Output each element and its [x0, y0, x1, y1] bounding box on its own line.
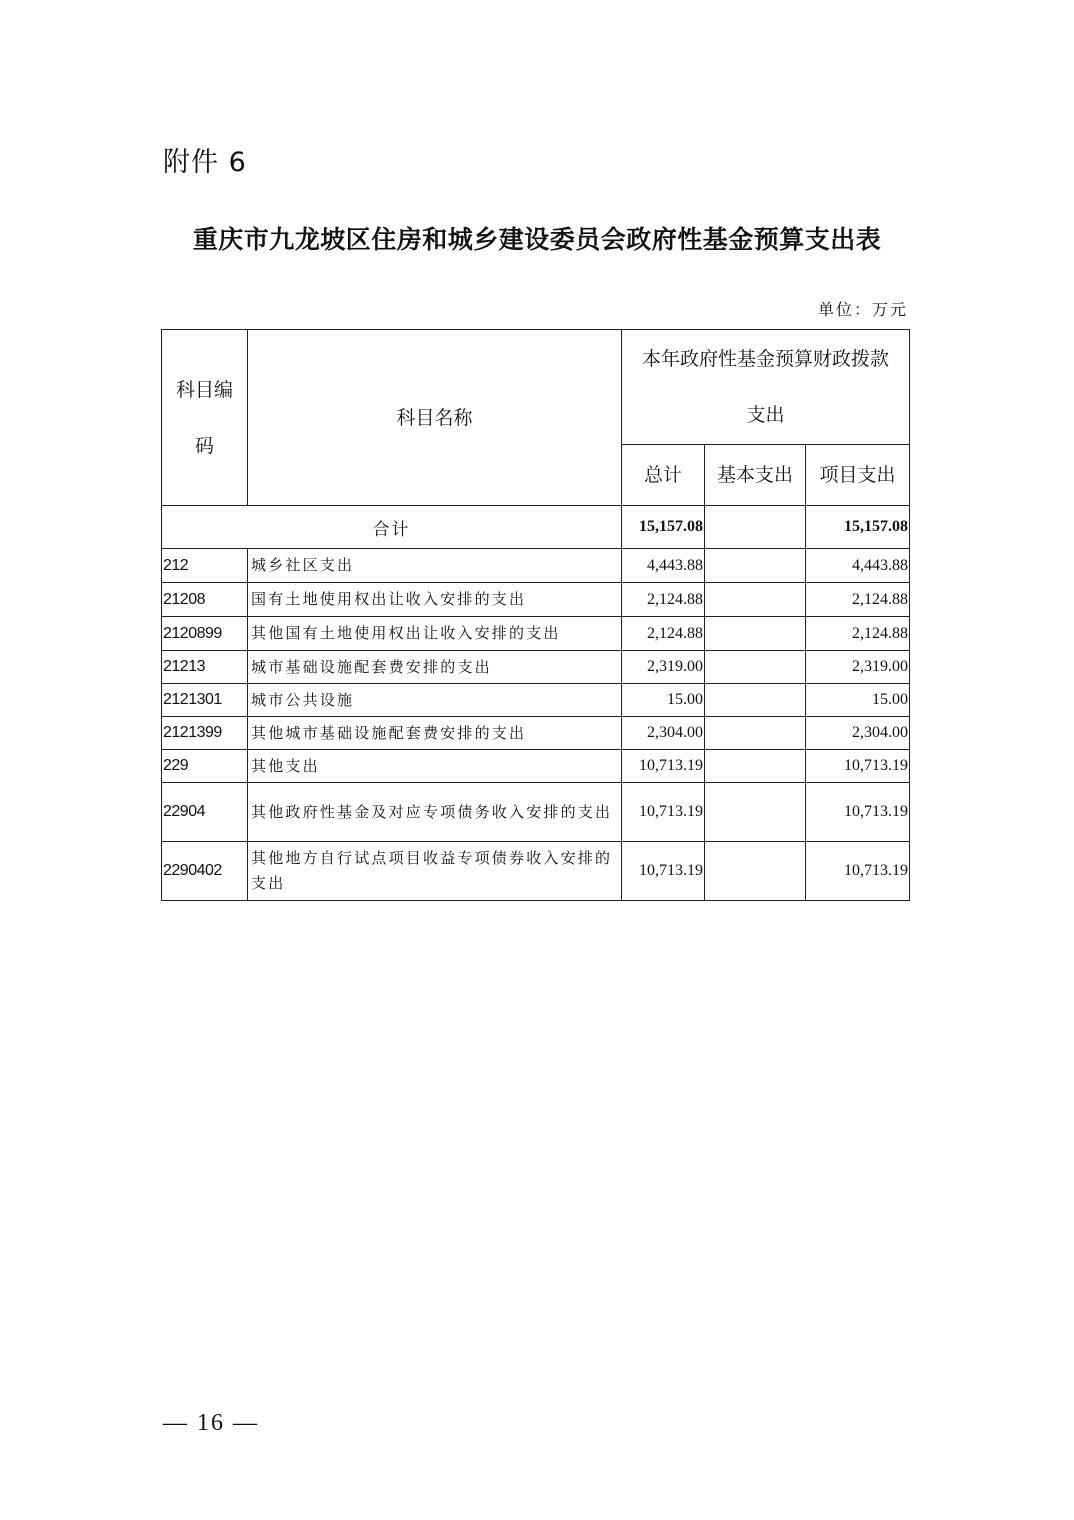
row-basic	[705, 842, 806, 901]
row-total: 2,124.88	[622, 617, 705, 651]
header-name: 科目名称	[248, 330, 622, 506]
header-code-line2: 码	[194, 434, 214, 457]
row-basic	[705, 783, 806, 842]
row-code: 22904	[162, 783, 248, 842]
row-project: 10,713.19	[806, 750, 910, 783]
header-group-line2: 支出	[746, 404, 785, 426]
row-name: 城市公共设施	[248, 684, 622, 717]
row-project: 10,713.19	[806, 783, 910, 842]
table-row	[162, 783, 910, 842]
budget-table	[161, 329, 910, 901]
row-project: 4,443.88	[806, 549, 910, 583]
total-cell-basic	[705, 506, 806, 549]
total-cell-project: 15,157.08	[806, 506, 910, 549]
document-title: 重庆市九龙坡区住房和城乡建设委员会政府性基金预算支出表	[192, 225, 882, 254]
row-name: 其他城市基础设施配套费安排的支出	[248, 717, 622, 750]
row-basic	[705, 684, 806, 717]
header-project: 项目支出	[806, 445, 910, 506]
row-name: 其他支出	[248, 750, 622, 783]
total-label: 合计	[162, 506, 622, 549]
header-total: 总计	[622, 445, 705, 506]
total-cell-total: 15,157.08	[622, 506, 705, 549]
row-total: 2,304.00	[622, 717, 705, 750]
row-total: 2,124.88	[622, 583, 705, 617]
row-project: 10,713.19	[806, 842, 910, 901]
header-code	[162, 330, 248, 506]
row-code: 212	[162, 549, 248, 583]
header-group	[622, 330, 910, 445]
row-basic	[705, 549, 806, 583]
table-row	[162, 842, 910, 901]
row-total: 4,443.88	[622, 549, 705, 583]
attachment-label: 附件 6	[163, 147, 247, 178]
row-total: 10,713.19	[622, 842, 705, 901]
row-name: 其他国有土地使用权出让收入安排的支出	[248, 617, 622, 651]
header-code-line1: 科目编	[175, 378, 233, 401]
total-row	[162, 506, 910, 549]
row-basic	[705, 583, 806, 617]
row-name: 国有土地使用权出让收入安排的支出	[248, 583, 622, 617]
table-row	[162, 617, 910, 651]
row-code: 229	[162, 750, 248, 783]
unit-label: 单位：万元	[817, 300, 908, 319]
row-name: 其他政府性基金及对应专项债务收入安排的支出	[248, 783, 622, 842]
row-basic	[705, 617, 806, 651]
row-total: 10,713.19	[622, 783, 705, 842]
row-basic	[705, 651, 806, 684]
row-project: 2,319.00	[806, 651, 910, 684]
header-row-1	[162, 330, 910, 445]
row-code: 2120899	[162, 617, 248, 651]
row-code: 21208	[162, 583, 248, 617]
table-row	[162, 750, 910, 783]
row-total: 2,319.00	[622, 651, 705, 684]
table-row	[162, 583, 910, 617]
row-basic	[705, 750, 806, 783]
row-total: 10,713.19	[622, 750, 705, 783]
row-project: 2,124.88	[806, 617, 910, 651]
row-project: 2,304.00	[806, 717, 910, 750]
table-row	[162, 717, 910, 750]
table-row	[162, 651, 910, 684]
row-name: 其他地方自行试点项目收益专项债券收入安排的支出	[248, 842, 622, 901]
row-code: 2290402	[162, 842, 248, 901]
row-basic	[705, 717, 806, 750]
row-code: 2121301	[162, 684, 248, 717]
row-project: 2,124.88	[806, 583, 910, 617]
row-project: 15.00	[806, 684, 910, 717]
row-code: 21213	[162, 651, 248, 684]
row-name: 城乡社区支出	[248, 549, 622, 583]
row-name: 城市基础设施配套费安排的支出	[248, 651, 622, 684]
header-basic: 基本支出	[705, 445, 806, 506]
header-group-line1: 本年政府性基金预算财政拨款	[641, 348, 889, 370]
row-total: 15.00	[622, 684, 705, 717]
table-row	[162, 549, 910, 583]
table-row	[162, 684, 910, 717]
page-number: — 16 —	[163, 1410, 259, 1436]
row-code: 2121399	[162, 717, 248, 750]
